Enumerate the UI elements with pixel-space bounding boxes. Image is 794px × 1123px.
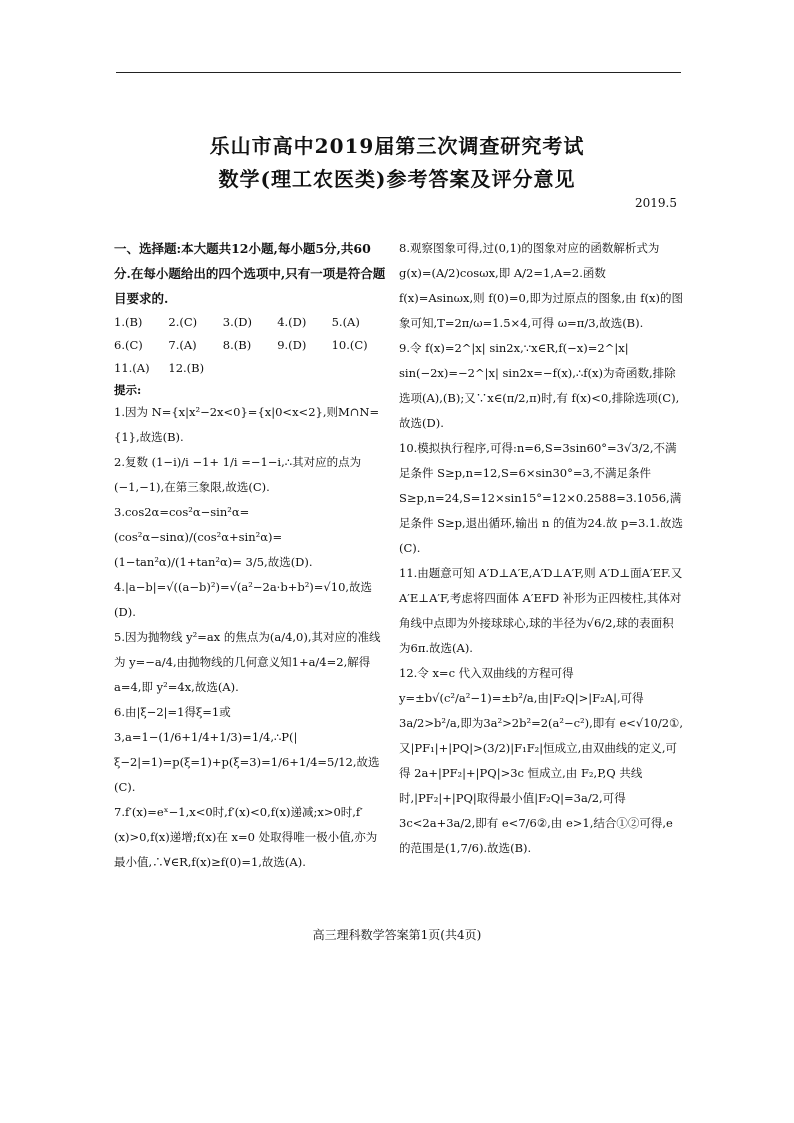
hint-item — [114, 450, 386, 500]
hint-text: 6.由|ξ−2|=1得ξ=1或3,a=1−(1/6+1/4+1/3)=1/4,∴P(|ξ−2|=1)=p(ξ=1)+p(ξ=3)=1/6+1/4=5/12,故选(C). — [114, 705, 380, 794]
answer: 10.(C) — [331, 338, 368, 352]
hint-item — [399, 661, 683, 861]
answer: 12.(B) — [168, 361, 205, 375]
hint-text: 8.观察图象可得,过(0,1)的图象对应的函数解析式为 g(x)=(A/2)cosωx,即 A/2=1,A=2.函数 f(x)=Asinωx,则 f(0)=0,即为过原点的图象,由 f(x)的图象可知,T=2π/ω=1.5×4,可得 ω=π/3,故选(B). — [399, 241, 683, 330]
answer: 5.(A) — [331, 315, 360, 329]
answer: 11.(A) — [114, 361, 150, 375]
answer: 9.(D) — [277, 338, 307, 352]
date: 2019.5 — [635, 196, 677, 210]
hint-item — [114, 700, 386, 800]
answer: 8.(B) — [222, 338, 252, 352]
hint-item — [399, 336, 683, 436]
hint-text: 5.因为抛物线 y²=ax 的焦点为(a/4,0),其对应的准线为 y=−a/4,由抛物线的几何意义知1+a/4=2,解得 a=4,即 y²=4x,故选(A). — [114, 630, 381, 694]
answer: 3.(D) — [222, 315, 252, 329]
hint-item — [114, 625, 386, 700]
page-title: 乐山市高中2019届第三次调查研究考试 — [209, 134, 585, 158]
top-rule — [116, 72, 681, 73]
answer: 2.(C) — [168, 315, 198, 329]
hint-text: 12.令 x=c 代入双曲线的方程可得 y=±b√(c²/a²−1)=±b²/a,由|F₂Q|>|F₂A|,可得 3a/2>b²/a,即为3a²>2b²=2(a²−c²),即有 e<√10/2①,又|PF₁|+|PQ|>(3/2)|F₁F₂|恒成立,由双曲线的定义,可得 2a+|PF₂|+|PQ|>3c 恒成立,由 F₂,P,Q 共线时,|PF₂|+|PQ|取得最小值|F₂Q|=3a/2,可得 3c<2a+3a/2,即有 e<7/6②,由 e>1,结合①②可得,e 的范围是(1,7/6).故选(B). — [399, 666, 684, 855]
right-column — [399, 236, 683, 861]
hint-item — [114, 500, 386, 575]
hint-item — [114, 400, 386, 450]
page-footer: 高三理科数学答案第1页(共4页) — [312, 928, 482, 942]
answer: 4.(D) — [277, 315, 307, 329]
answer: 6.(C) — [114, 338, 143, 352]
hint-text: 3.cos2α=cos²α−sin²α=(cos²α−sinα)/(cos²α+sin²α)=(1−tan²α)/(1+tan²α)= 3/5,故选(D). — [114, 505, 313, 569]
hint-item — [399, 436, 683, 561]
hint-item — [114, 800, 386, 875]
hints-label: 提示: — [114, 383, 142, 397]
hint-text: 11.由题意可知 A′D⊥A′E,A′D⊥A′F,则 A′D⊥面A′EF.又 A′E⊥A′F,考虑将四面体 A′EFD 补形为正四棱柱,其体对角线中点即为外接球球心,球的半径为√6/2,球的表面积为6π.故选(A). — [399, 566, 683, 655]
hint-item — [399, 236, 683, 336]
hint-item — [114, 575, 386, 625]
hint-text: 7.f′(x)=eˣ−1,x<0时,f′(x)<0,f(x)递减;x>0时,f′(x)>0,f(x)递增;f(x)在 x=0 处取得唯一极小值,亦为最小值,∴∀∈R,f(x)≥f(0)=1,故选(A). — [114, 805, 378, 869]
section-heading: 一、选择题:本大题共12小题,每小题5分,共60分.在每小题给出的四个选项中,只有一项是符合题目要求的. — [114, 241, 386, 306]
answer-grid — [114, 311, 386, 380]
hint-item — [399, 561, 683, 661]
hint-text: 1.因为 N={x|x²−2x<0}={x|0<x<2},则M∩N={1},故选(B). — [114, 405, 380, 444]
hint-text: 2.复数 (1−i)/i −1+ 1/i =−1−i,∴其对应的点为(−1,−1),在第三象限,故选(C). — [114, 455, 362, 494]
hint-text: 9.令 f(x)=2^|x| sin2x,∵x∈R,f(−x)=2^|x| sin(−2x)=−2^|x| sin2x=−f(x),∴f(x)为奇函数,排除选项(A),(B);又∵x∈(π/2,π)时,有 f(x)<0,排除选项(C),故选(D). — [399, 341, 680, 430]
left-column — [114, 236, 386, 875]
answer: 7.(A) — [168, 338, 197, 352]
hint-text: 4.|a−b|=√((a−b)²)=√(a²−2a·b+b²)=√10,故选(D). — [114, 580, 373, 619]
answer: 1.(B) — [114, 315, 143, 329]
page-subtitle: 数学(理工农医类)参考答案及评分意见 — [218, 167, 576, 191]
hint-text: 10.模拟执行程序,可得:n=6,S=3sin60°=3√3/2,不满足条件 S≥p,n=12,S=6×sin30°=3,不满足条件 S≥p,n=24,S=12×sin15°=12×0.2588=3.1056,满足条件 S≥p,退出循环,输出 n 的值为24.故 p=3.1.故选(C). — [399, 441, 683, 555]
